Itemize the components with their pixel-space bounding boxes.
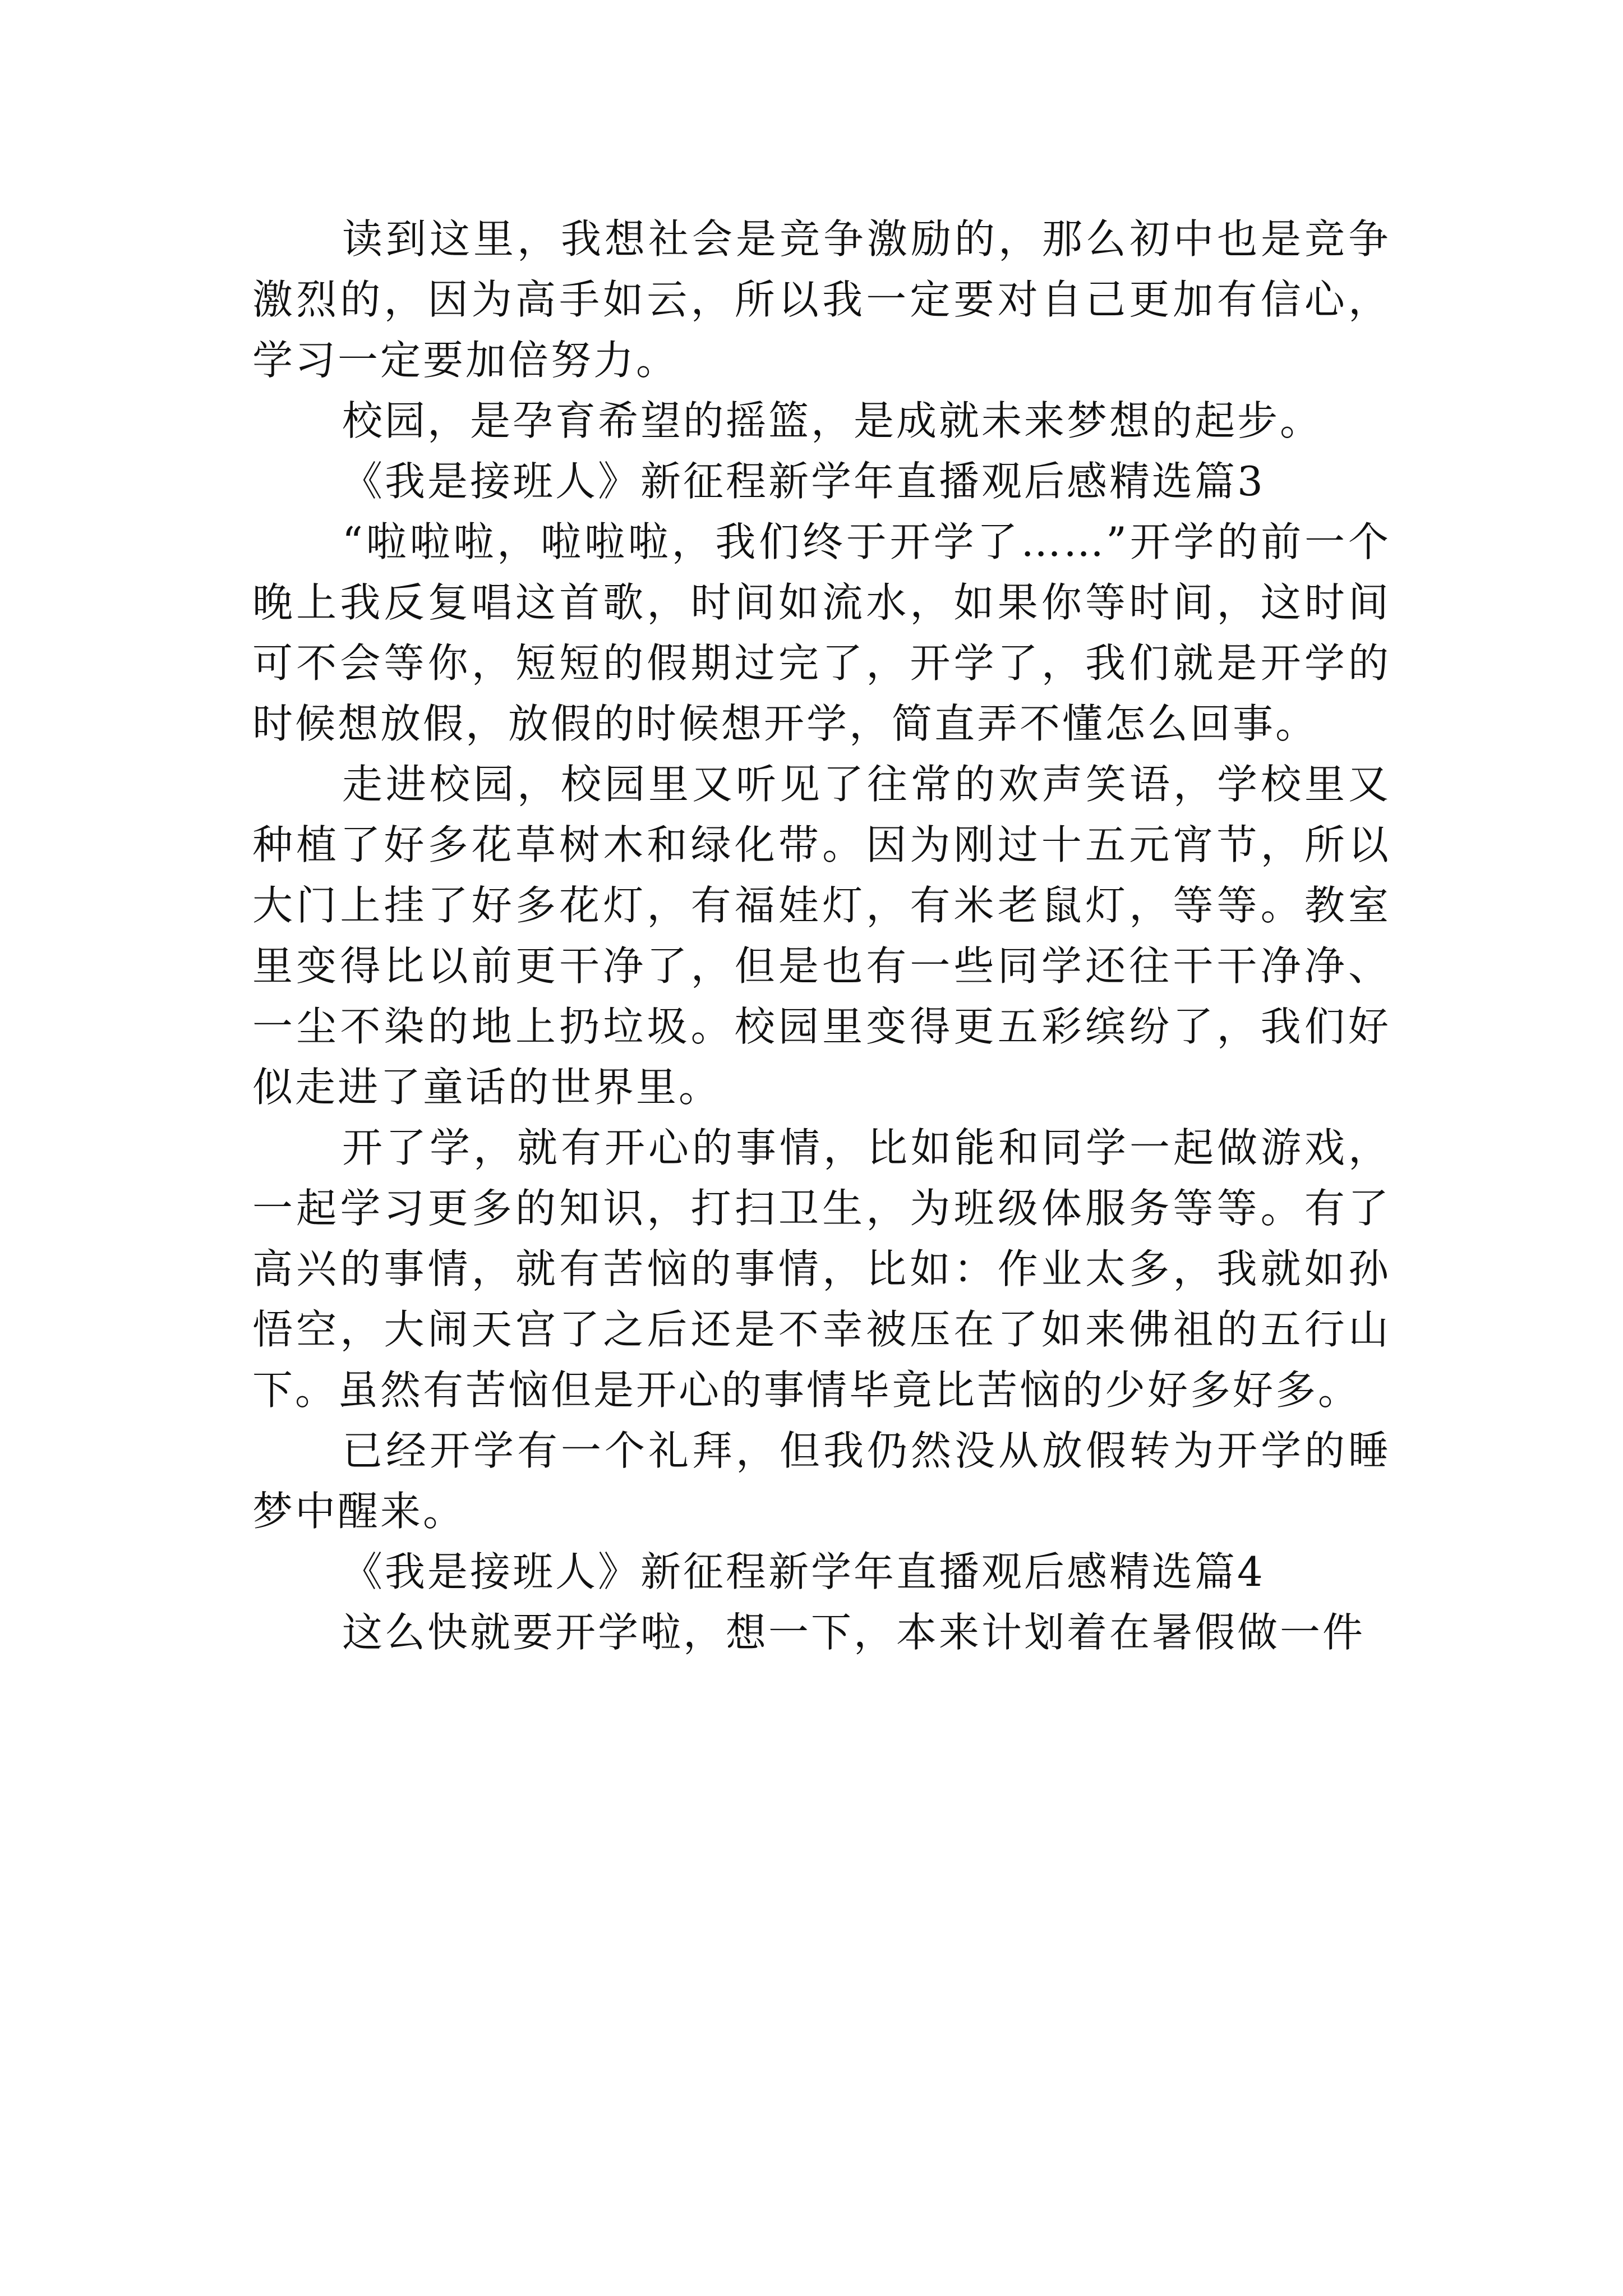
paragraph-3: “啦啦啦，啦啦啦，我们终于开学了……”开学的前一个晚上我反复唱这首歌，时间如流水，如果你等时间，这时间可不会等你，短短的假期过完了，开学了，我们就是开学的时候想放假，放假的时候想开学，简直弄不懂怎么回事。: [252, 518, 1391, 747]
paragraph-6: 已经开学有一个礼拜，但我仍然没从放假转为开学的睡梦中醒来。: [252, 1427, 1391, 1535]
paragraph-7: 这么快就要开学啦，想一下，本来计划着在暑假做一件: [342, 1609, 1366, 1656]
section-heading-4: 《我是接班人》新征程新学年直播观后感精选篇4: [342, 1548, 1265, 1595]
section-heading-3: 《我是接班人》新征程新学年直播观后感精选篇3: [342, 458, 1265, 505]
document-body: [252, 209, 1391, 1663]
paragraph-4: 走进校园，校园里又听见了往常的欢声笑语，学校里又种植了好多花草树木和绿化带。因为刚过十五元宵节，所以大门上挂了好多花灯，有福娃灯，有米老鼠灯，等等。教室里变得比以前更干净了，但是也有一些同学还往干干净净、一尘不染的地上扔垃圾。校园里变得更五彩缤纷了，我们好似走进了童话的世界里。: [252, 761, 1391, 1111]
paragraph-5: 开了学，就有开心的事情，比如能和同学一起做游戏，一起学习更多的知识，打扫卫生，为班级体服务等等。有了高兴的事情，就有苦恼的事情，比如：作业太多，我就如孙悟空，大闹天宫了之后还是不幸被压在了如来佛祖的五行山下。虽然有苦恼但是开心的事情毕竟比苦恼的少好多好多。: [252, 1124, 1391, 1414]
paragraph-2: 校园，是孕育希望的摇篮，是成就未来梦想的起步。: [342, 397, 1323, 444]
paragraph-1: 读到这里，我想社会是竞争激励的，那么初中也是竞争激烈的，因为高手如云，所以我一定要对自己更加有信心，学习一定要加倍努力。: [252, 215, 1391, 384]
